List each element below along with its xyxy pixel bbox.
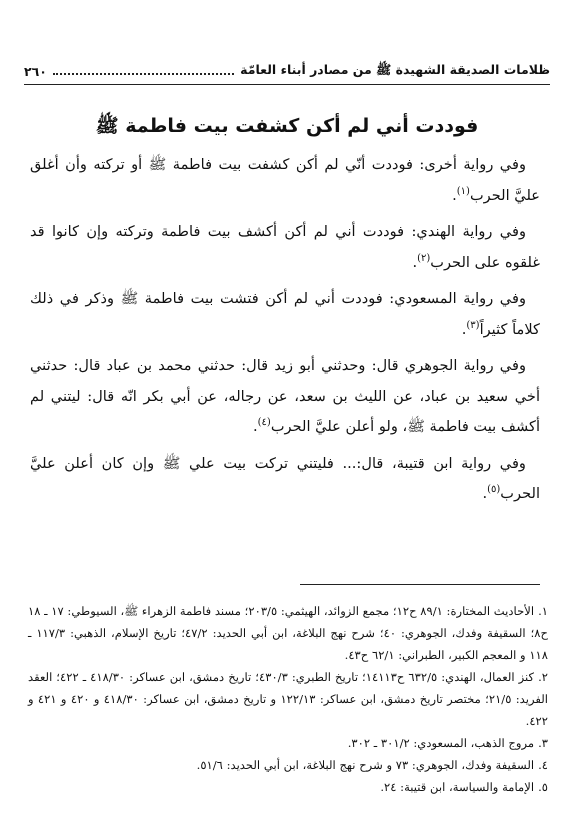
footnote-separator xyxy=(300,584,540,585)
body-text xyxy=(30,150,540,516)
section-title: فوددت أني لم أكن كشفت بيت فاطمة ﷺ xyxy=(95,115,479,137)
footnote-text: الإمامة والسياسة، ابن قتيبة: ٢٤. xyxy=(380,780,535,794)
footnote-ref[interactable]: (٢) xyxy=(417,252,431,264)
footnote xyxy=(28,754,548,776)
footnote-ref[interactable]: (٥) xyxy=(487,484,501,496)
footnote xyxy=(28,776,548,798)
paragraph-text: وفي رواية المسعودي: فوددت أني لم أكن فتشت بيت فاطمة ﷺ وذكر في ذلك كلاماً كثيراً xyxy=(30,290,540,338)
paragraph: وفي رواية ابن قتيبة، قال:... فليتني تركت بيت علي ﷺ وإن كان أعلن عليَّ الحرب$^{(٥)}$. xyxy=(30,454,540,502)
paragraph: وفي رواية الهندي: فوددت أني لم أكن أكشف بيت فاطمة وتركته وإن كانوا قد غلقوه على الحرب$^{(٢)}$. xyxy=(30,223,540,271)
footnote-number: ٢. xyxy=(538,670,548,684)
paragraph: وفي رواية الجوهري قال: وحدثني أبو زيد قال: حدثني محمد بن عباد قال: حدثني أخي سعيد بن عباد، عن الليث بن سعد، عن رجاله، عن أبي بكر انّه قال: ليتني لم أكشف بيت فاطمة ﷺ، ولو أعلن عليَّ الحرب$^{(٤)}$. xyxy=(30,357,540,435)
footnote-number: ٥. xyxy=(538,780,548,794)
footnote-text: مروج الذهب، المسعودي: ٣٠١/٢ ـ ٣٠٢. xyxy=(347,736,535,750)
paragraph: وفي رواية المسعودي: فوددت أني لم أكن فتشت بيت فاطمة ﷺ وذكر في ذلك كلاماً كثيراً$^{(٣)}$. xyxy=(30,290,540,338)
footnote xyxy=(28,732,548,754)
paragraph-text: وفي رواية الهندي: فوددت أني لم أكن أكشف بيت فاطمة وتركته وإن كانوا قد غلقوه على الحرب xyxy=(30,223,540,271)
footnote xyxy=(28,600,548,666)
footnote-ref[interactable]: (١) xyxy=(456,185,470,197)
page-header xyxy=(24,60,550,82)
footnote-number: ١. xyxy=(538,604,548,618)
footnote-ref[interactable]: (٣) xyxy=(466,319,480,331)
footnote-text: السقيفة وفدك، الجوهري: ٧٣ و شرح نهج البلاغة، ابن أبي الحديد: ٥١/٦. xyxy=(196,758,535,772)
footnote-text: الأحاديث المختارة: ٨٩/١ ح١٢؛ مجمع الزوائد، الهيثمي: ٢٠٣/٥؛ مسند فاطمة الزهراء ﷺ، السيوطي: ١٧ ـ ١٨ ح٨؛ السقيفة وفدك، الجوهري: ٤٠؛ شرح نهج البلاغة، ابن أبي الحديد: ٤٧/٢؛ تاريخ الإسلام، الذهبي: ١١٧/٣ ـ ١١٨ و المعجم الكبير، الطبراني: ٦٢/١ ح٤٣. xyxy=(28,604,548,662)
header-rule xyxy=(24,84,550,85)
paragraph-text: وفي رواية أخرى: فوددت أنّي لم أكن كشفت بيت فاطمة ﷺ أو تركته وأن أغلق عليَّ الحرب xyxy=(30,156,540,204)
page-number: ٢٦٠ xyxy=(24,63,47,79)
footnote-number: ٣. xyxy=(538,736,548,750)
footnote-ref[interactable]: (٤) xyxy=(257,417,271,429)
footnotes xyxy=(28,600,548,798)
header-dot-leader xyxy=(53,73,234,75)
footnote-text: كنز العمال، الهندي: ٦٣٢/٥ ح١٤١١٣؛ تاريخ الطبري: ٤٣٠/٣؛ تاريخ دمشق، ابن عساكر: ٤١٨/٣٠ ـ ٤٢٢؛ العقد الفريد: ٢١/٥؛ مختصر تاريخ دمشق، ابن عساكر: ١٢٢/١٣ و تاريخ دمشق، ابن عساكر: ٤١٨/٣٠ و ٤٢٠ و ٤٢١ و ٤٢٢. xyxy=(28,670,548,728)
paragraph-text: وفي رواية ابن قتيبة، قال:... فليتني تركت بيت علي ﷺ وإن كان أعلن عليَّ الحرب xyxy=(30,454,540,502)
paragraph-text: وفي رواية الجوهري قال: وحدثني أبو زيد قال: حدثني محمد بن عباد قال: حدثني أخي سعيد بن عباد، عن الليث بن سعد، عن رجاله، عن أبي بكر انّه قال: ليتني لم أكشف بيت فاطمة ﷺ، ولو أعلن عليَّ الحرب xyxy=(30,357,540,435)
paragraph: وفي رواية أخرى: فوددت أنّي لم أكن كشفت بيت فاطمة ﷺ أو تركته وأن أغلق عليَّ الحرب$^{(١)}$. xyxy=(30,156,540,204)
footnote xyxy=(28,666,548,732)
running-title: ظلامات الصديقة الشهيدة ﷺ من مصادر أبناء العامّة xyxy=(240,61,550,77)
footnote-number: ٤. xyxy=(538,758,548,772)
